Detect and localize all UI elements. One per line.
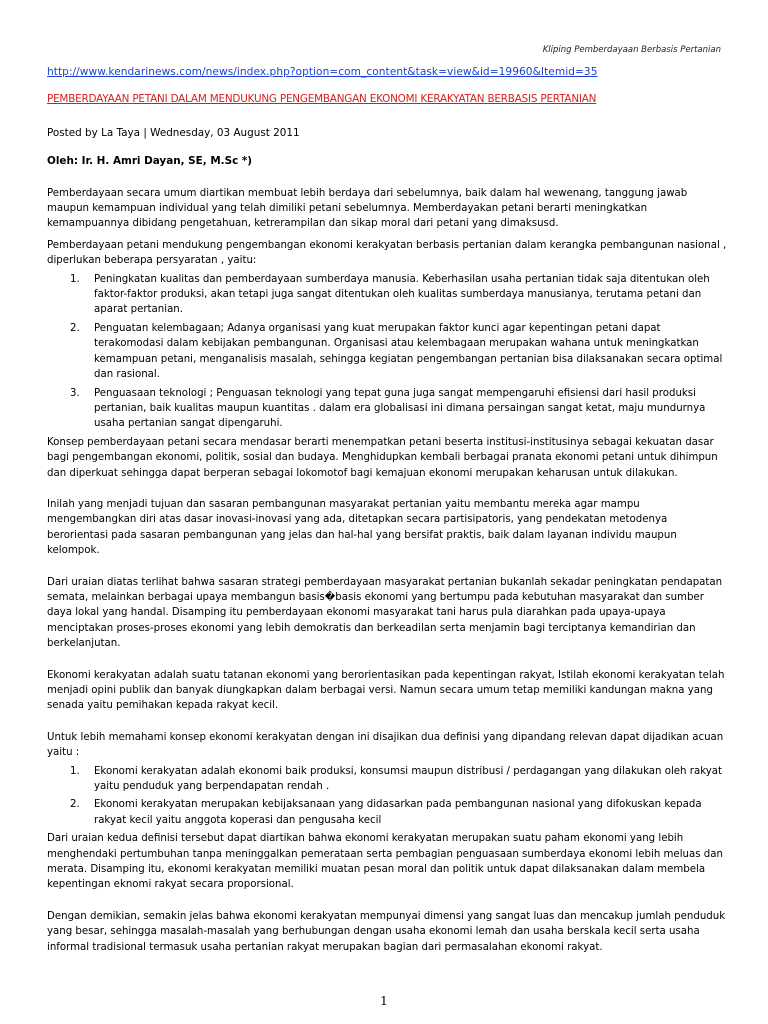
paragraph-5: Dari uraian diatas terlihat bahwa sasaran strategi pemberdayaan masyarakat pertanian bukanlah sekadar peningkatan pendapatan semata, melainkan berbagai upaya membangun basis�basis ekonomi yang bertumpu pada kebutuhan masyarakat dan sumber daya lokal yang handal. Disamping itu pemberdayaan ekonomi masyarakat tani harus pula diarahkan pada upaya-upaya menciptakan proses-proses ekonomi yang lebih demokratis dan berkeadilan serta menjamin bagi terciptanya kemandirian dan berkelanjutan. xyxy=(47,576,723,650)
page-number: 1 xyxy=(380,994,388,1008)
list-item-text: Ekonomi kerakyatan adalah ekonomi baik produksi, konsumsi maupun distribusi / perdagangan yang dilakukan oleh rakyat yaitu penduduk yang berpendapatan rendah . xyxy=(94,765,722,793)
header-note: Kliping Pemberdayaan Berbasis Pertanian xyxy=(542,45,721,55)
list-item-text: Penguatan kelembagaan; Adanya organisasi yang kuat merupakan faktor kunci agar kepentingan petani dapat terakomodasi dalam kebijakan pembangunan. Organisasi atau kelembagaan merupakan wahana untuk meningkatkan kemampuan petani, menganalisis masalah, sehingga kegiatan pengembangan pertanian bisa dilaksanakan secara optimal dan rasional. xyxy=(94,322,723,381)
paragraph-9: Dengan demikian, semakin jelas bahwa ekonomi kerakyatan mempunyai dimensi yang sangat luas dan mencakup jumlah penduduk yang besar, sehingga masalah-masalah yang berhubungan dengan usaha ekonomi lemah dan usaha berskala kecil serta usaha informal tradisional termasuk usaha pertanian rakyat merupakan bagian dari permasalahan ekonomi rakyat. xyxy=(47,910,726,953)
list-number: 1. xyxy=(70,273,80,285)
list-item-text: Penguasaan teknologi ; Penguasan teknologi yang tepat guna juga sangat mempengaruhi efisiensi dari hasil produksi pertanian, baik kualitas maupun kuantitas . dalam era globalisasi ini dimana persaingan sangat ketat, maju mundurnya usaha pertanian sangat dipengaruhi. xyxy=(94,387,706,430)
list-number: 1. xyxy=(70,765,80,777)
list-number: 2. xyxy=(70,799,80,811)
list-number: 2. xyxy=(70,322,80,334)
paragraph-6: Ekonomi kerakyatan adalah suatu tatanan ekonomi yang berorientasikan pada kepentingan rakyat, Istilah ekonomi kerakyatan telah menjadi opini publik dan banyak diungkapkan dalam berbagai versi. Namun secara umum tetap memiliki kandungan makna yang senada yaitu pemihakan kepada rakyat kecil. xyxy=(47,669,725,712)
article-headline: PEMBERDAYAAN PETANI DALAM MENDUKUNG PENGEMBANGAN EKONOMI KERAKYATAN BERBASIS PERTANIAN xyxy=(47,93,597,106)
requirements-list xyxy=(47,272,727,432)
list-item xyxy=(47,764,727,795)
paragraph-4: Inilah yang menjadi tujuan dan sasaran pembangunan masyarakat pertanian yaitu membantu mereka agar mampu mengembangkan diri atas dasar inovasi-inovasi yang ada, ditetapkan secara partisipatoris, yang pendekatan metodenya berorientasi pada sasaran pembangunan yang jelas dan hal-hal yang bersifat praktis, baik dalam layanan individu maupun kelompok. xyxy=(47,498,677,557)
list-item-text: Peningkatan kualitas dan pemberdayaan sumberdaya manusia. Keberhasilan usaha pertanian tidak saja ditentukan oleh faktor-faktor produksi, akan tetapi juga sangat ditentukan oleh kualitas sumberdaya manusianya, terutama petani dan aparat pertanian. xyxy=(94,273,710,316)
paragraph-7: Untuk lebih memahami konsep ekonomi kerakyatan dengan ini disajikan dua definisi yang dipandang relevan dapat dijadikan acuan yaitu : xyxy=(47,731,724,759)
author-line: Oleh: Ir. H. Amri Dayan, SE, M.Sc *) xyxy=(47,155,253,168)
paragraph-8: Dari uraian kedua definisi tersebut dapat diartikan bahwa ekonomi kerakyatan merupakan suatu paham ekonomi yang lebih menghendaki pertumbuhan tanpa meninggalkan pemerataan serta pembagian penguasaan sumberdaya ekonomi lebih meluas dan merata. Disamping itu, ekonomi kerakyatan memiliki muatan pesan moral dan politik untuk dapat dilaksanakan dalam membela kepentingan eknomi rakyat secara proporsional. xyxy=(47,833,723,891)
list-item xyxy=(47,321,727,383)
list-item-text: Ekonomi kerakyatan merupakan kebijaksanaan yang didasarkan pada pembangunan nasional yang difokuskan kepada rakyat kecil yaitu anggota koperasi dan pengusaha kecil xyxy=(94,799,702,826)
list-number: 3. xyxy=(70,387,80,399)
definitions-list xyxy=(47,764,727,829)
paragraph-3: Konsep pemberdayaan petani secara mendasar berarti menempatkan petani beserta institusi-institusinya sebagai kekuatan dasar bagi pengembangan ekonomi, politik, sosial dan budaya. Menghidupkan kembali berbagai pranata ekonomi petani untuk dihimpun dan diperkuat sehingga dapat berperan sebagai lokomotof bagi kemajuan ekonomi merupakan keharusan untuk dilakukan. xyxy=(47,436,718,479)
list-item xyxy=(47,386,727,432)
paragraph-2: Pemberdayaan petani mendukung pengembangan ekonomi kerakyatan berbasis pertanian dalam kerangka pembangunan nasional , diperlukan beberapa persyaratan , yaitu: xyxy=(47,239,727,267)
list-item xyxy=(47,272,727,318)
source-link[interactable]: http://www.kendarinews.com/news/index.php?option=com_content&task=view&id=19960&Itemid=35 xyxy=(47,66,598,78)
list-item xyxy=(47,797,727,828)
posted-by-line: Posted by La Taya | Wednesday, 03 August 2011 xyxy=(47,126,300,139)
article-body xyxy=(47,63,727,955)
paragraph-1: Pemberdayaan secara umum diartikan membuat lebih berdaya dari sebelumnya, baik dalam hal wewenang, tanggung jawab maupun kemampuan individual yang telah dimiliki petani sebelumnya. Memberdayakan petani berarti meningkatkan kemampuannya dibidang pengetahuan, ketrerampilan dan sikap moral dari petani yang dimaksusd. xyxy=(47,187,688,230)
